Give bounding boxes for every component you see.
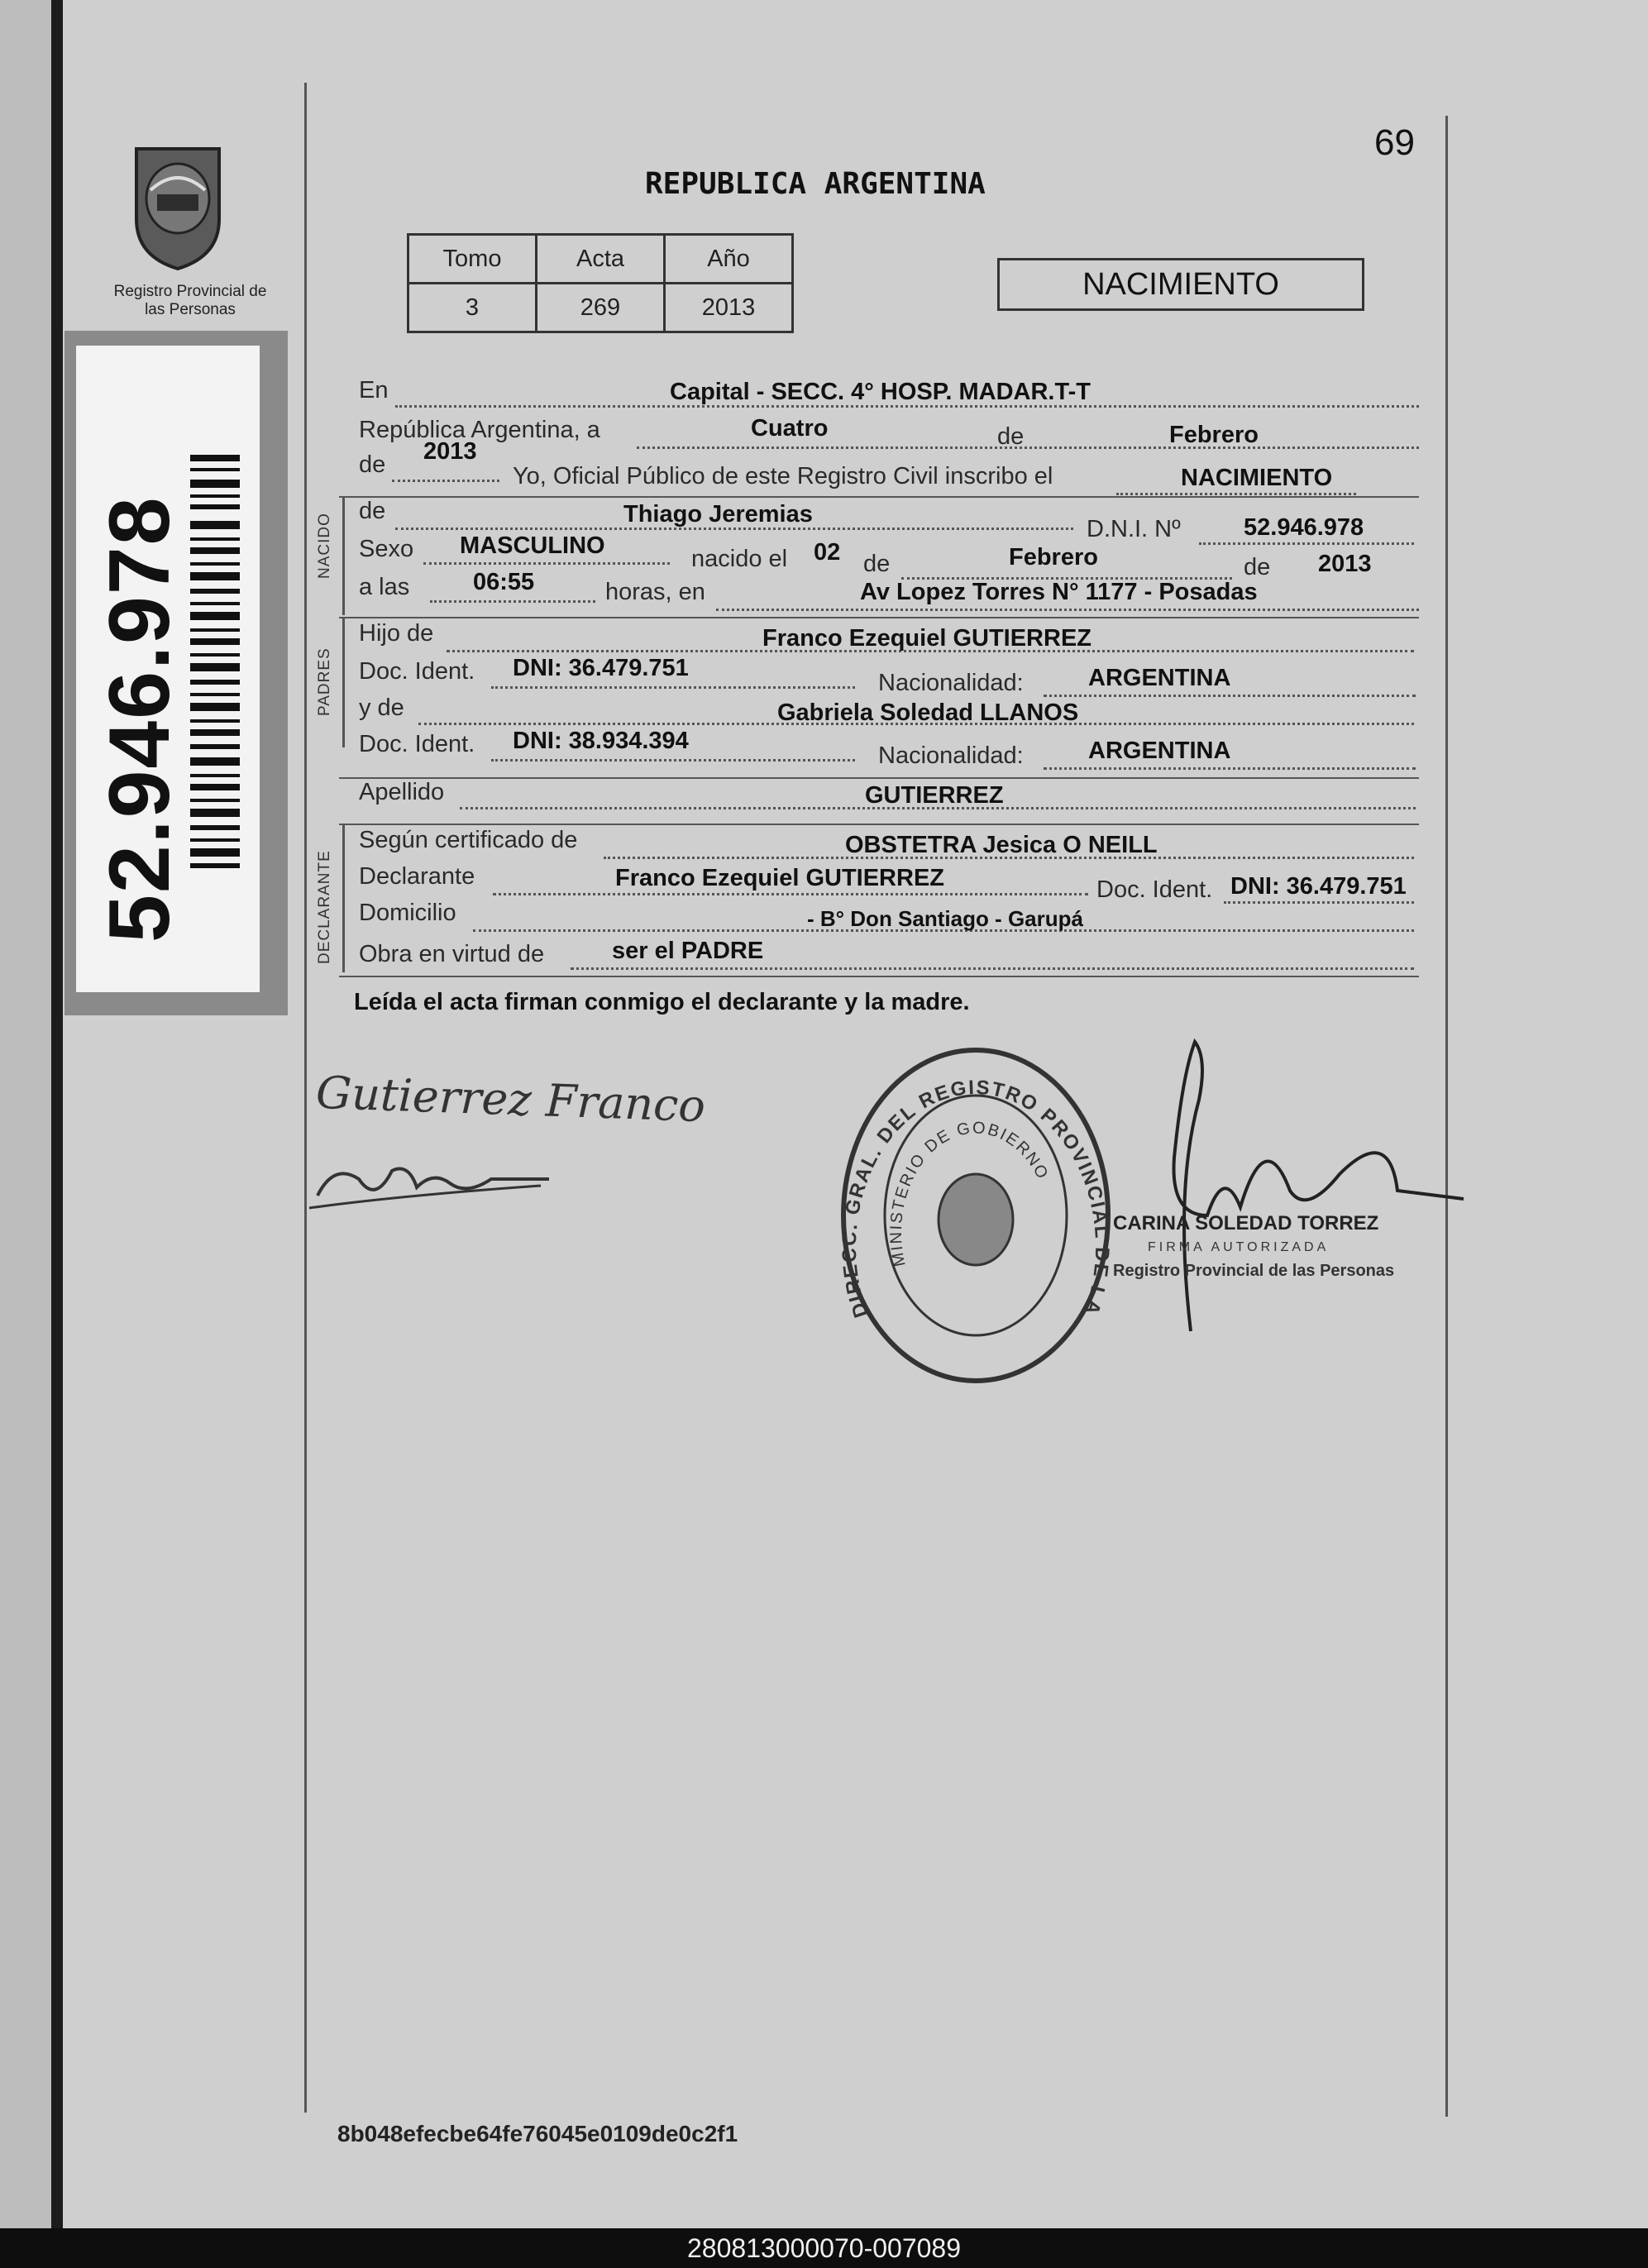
- dotted-line: [1044, 767, 1416, 770]
- acta-table-header: Año: [665, 235, 793, 284]
- doc-label: Doc. Ident.: [359, 731, 475, 757]
- record-type-box: NACIMIENTO: [997, 258, 1364, 311]
- registry-logo: [124, 132, 232, 273]
- declarant-name: Franco Ezequiel GUTIERREZ: [615, 865, 944, 891]
- declarant-label: Declarante: [359, 863, 475, 890]
- father-name: Franco Ezequiel GUTIERREZ: [762, 625, 1092, 652]
- de-label: de: [1244, 554, 1271, 580]
- official-signature: [1092, 1025, 1472, 1339]
- barcode-number: 52.946.978: [92, 495, 188, 943]
- acta-table-cell: 3: [408, 284, 537, 332]
- surname-value: GUTIERREZ: [865, 782, 1004, 809]
- acta-table: [407, 233, 794, 333]
- sex-label: Sexo: [359, 536, 414, 562]
- mother-label: y de: [359, 695, 404, 721]
- inscription-value: NACIMIENTO: [1181, 465, 1333, 491]
- dotted-line: [392, 480, 499, 482]
- de-label: de: [359, 498, 386, 524]
- birth-address: Av Lopez Torres N° 1177 - Posadas: [860, 579, 1258, 605]
- day-value: Cuatro: [751, 415, 829, 442]
- dotted-line: [1224, 901, 1414, 904]
- book-spine: [51, 0, 63, 2228]
- de-label: de: [863, 551, 891, 577]
- domicile-label: Domicilio: [359, 900, 456, 926]
- official-name: CARINA SOLEDAD TORREZ: [1113, 1212, 1379, 1234]
- place-label: En: [359, 377, 389, 403]
- section-divider: [339, 976, 1419, 977]
- dotted-line: [716, 609, 1419, 611]
- registry-label: Registro Provincial de las Personas: [113, 283, 267, 318]
- dotted-line: [1199, 542, 1414, 545]
- cert-label: Según certificado de: [359, 827, 578, 853]
- month-value: Febrero: [1169, 422, 1259, 448]
- hours-label: horas, en: [605, 579, 705, 605]
- place-value: Capital - SECC. 4° HOSP. MADAR.T-T: [670, 379, 1091, 405]
- barcode-icon: [190, 446, 248, 876]
- born-day: 02: [814, 539, 841, 566]
- declarant-doc: DNI: 36.479.751: [1230, 873, 1407, 900]
- section-divider: [339, 617, 1419, 618]
- folio-number: 69: [1374, 122, 1415, 163]
- mother-name: Gabriela Soledad LLANOS: [777, 699, 1079, 726]
- acta-table-header: Tomo: [408, 235, 537, 284]
- section-label-declarante: DECLARANTE: [316, 850, 333, 964]
- acta-table-cell: 269: [537, 284, 665, 332]
- mother-nationality: ARGENTINA: [1088, 738, 1231, 764]
- section-divider: [339, 824, 1419, 825]
- by-virtue-value: ser el PADRE: [612, 938, 764, 964]
- section-bracket: [342, 496, 345, 615]
- closing-statement: Leída el acta firman conmigo el declarante y la madre.: [354, 989, 970, 1015]
- official-signature-scribble-icon: [1092, 1025, 1472, 1339]
- dni-label: D.N.I. Nº: [1087, 516, 1181, 542]
- father-doc: DNI: 36.479.751: [513, 655, 689, 681]
- child-sex: MASCULINO: [460, 532, 605, 559]
- dotted-line: [571, 967, 1414, 970]
- doc-label: Doc. Ident.: [1096, 876, 1213, 903]
- father-nationality: ARGENTINA: [1088, 665, 1231, 691]
- child-dni: 52.946.978: [1244, 514, 1364, 541]
- doc-label: Doc. Ident.: [359, 658, 475, 685]
- section-label-nacido: NACIDO: [316, 513, 333, 579]
- de-label: de: [359, 451, 386, 478]
- born-year: 2013: [1318, 551, 1372, 577]
- seal-outer-text: DIRECC. GRAL. DEL REGISTRO PROVINCIAL DE LA: [838, 1076, 1114, 1320]
- left-margin-line: [304, 83, 307, 2113]
- country-title: REPUBLICA ARGENTINA: [645, 167, 986, 201]
- provincial-shield-icon: [124, 132, 232, 273]
- section-divider: [339, 777, 1419, 779]
- seal-inner-text: MINISTERIO DE GOBIERNO: [886, 1119, 1053, 1268]
- barcode: [190, 446, 248, 876]
- official-office: Registro Provincial de las Personas: [1113, 1262, 1395, 1280]
- dotted-line: [1044, 695, 1416, 697]
- de-label: de: [997, 423, 1025, 450]
- signature-scribble-icon: [301, 1146, 566, 1220]
- mother-signature: [301, 1146, 566, 1220]
- official-role: FIRMA AUTORIZADA: [1148, 1240, 1330, 1254]
- born-month: Febrero: [1009, 544, 1098, 571]
- dotted-line: [637, 446, 1419, 449]
- scan-footer: [0, 2228, 1648, 2268]
- scan-id: 280813000070-007089: [687, 2233, 961, 2263]
- document-hash: 8b048efecbe64fe76045e0109de0c2f1: [337, 2121, 738, 2146]
- dotted-line: [1116, 493, 1356, 495]
- section-bracket: [342, 824, 345, 972]
- registry-statement: Yo, Oficial Público de este Registro Civil inscribo el: [513, 463, 1053, 489]
- acta-table-cell: 2013: [665, 284, 793, 332]
- born-label: nacido el: [691, 546, 788, 572]
- date-label: República Argentina, a: [359, 417, 600, 443]
- dotted-line: [493, 893, 1088, 895]
- domicile-value: - B° Don Santiago - Garupá: [807, 906, 1083, 931]
- registry-seal-icon: [835, 1042, 1116, 1389]
- child-name: Thiago Jeremias: [623, 501, 813, 528]
- dotted-line: [423, 562, 670, 565]
- section-label-padres: PADRES: [316, 647, 333, 716]
- birth-time: 06:55: [473, 569, 535, 595]
- acta-table-header: Acta: [537, 235, 665, 284]
- by-virtue-label: Obra en virtud de: [359, 941, 545, 967]
- time-label: a las: [359, 574, 410, 600]
- section-bracket: [342, 617, 345, 747]
- dotted-line: [491, 759, 855, 762]
- father-label: Hijo de: [359, 620, 434, 647]
- dotted-line: [491, 686, 855, 689]
- dotted-line: [430, 600, 595, 603]
- nationality-label: Nacionalidad:: [878, 742, 1024, 769]
- mother-doc: DNI: 38.934.394: [513, 728, 689, 754]
- section-divider: [339, 496, 1419, 498]
- surname-label: Apellido: [359, 779, 445, 805]
- cert-value: OBSTETRA Jesica O NEILL: [845, 832, 1158, 858]
- nationality-label: Nacionalidad:: [878, 670, 1024, 696]
- official-seal: [835, 1042, 1116, 1389]
- year-value: 2013: [423, 438, 477, 465]
- declarant-handwritten-name: Gutierrez Franco: [315, 1066, 707, 1133]
